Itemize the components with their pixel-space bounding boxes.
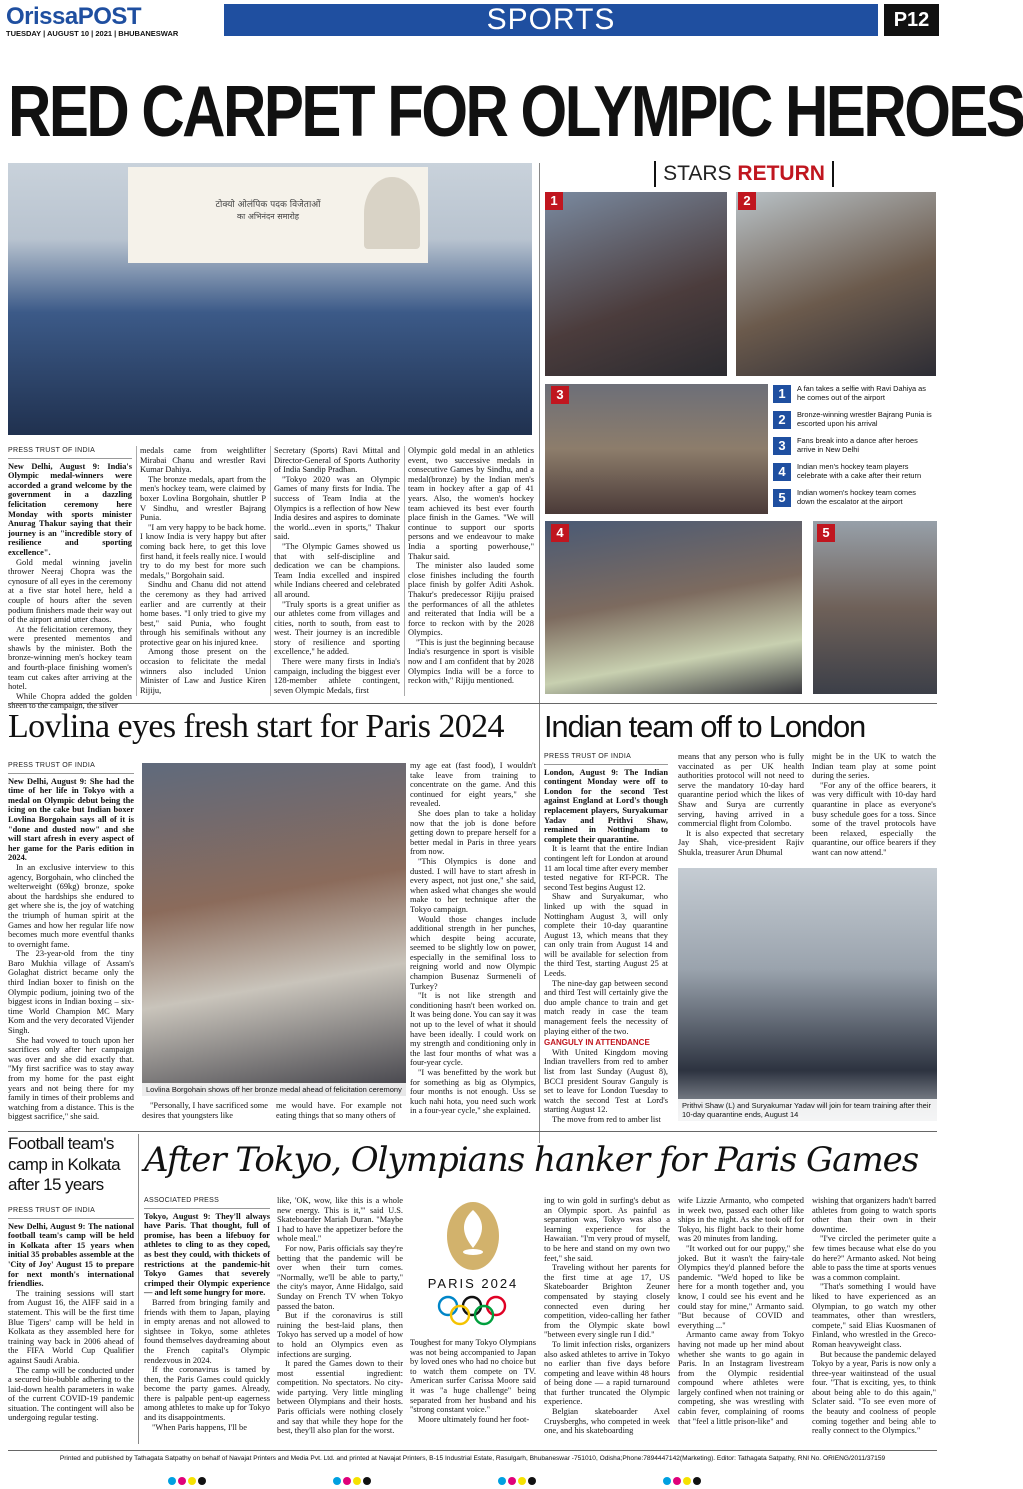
story5-paragraph: But if the coronavirus is still ruining the best-laid plans, then Tokyo has served up a model of how to hold an Olympics even as infections are surging. bbox=[277, 1311, 403, 1359]
story3-paragraph: The move from red to amber list bbox=[552, 1114, 661, 1124]
story3-col-2 bbox=[678, 752, 804, 864]
legend-item bbox=[773, 411, 935, 434]
story1-paragraph: The bronze medals, apart from the men's hockey team, were claimed by boxer Lovlina Borgohain, shuttler P V Sindhu, and wrestler Bajrang Punia. bbox=[140, 474, 266, 523]
story5-paragraph: wishing that organizers hadn't barred athletes from going to watch sports other than their own in their downtime. bbox=[812, 1196, 936, 1234]
stars-return-heading bbox=[654, 161, 834, 187]
page-number: P12 bbox=[884, 4, 939, 36]
lovlina-photo-caption: Lovlina Borgohain shows off her bronze medal ahead of felicitation ceremony bbox=[142, 1083, 406, 1096]
story3-paragraph: It is also expected that secretary Jay Shah, vice-president Rajiv Shukla, treasurer Arun Dhumal bbox=[678, 828, 804, 857]
story2-paragraph: She had vowed to touch upon her sacrifices only after her campaign was over and she did exactly that. "My first sacrifice was to stay away from my home for the past eight years and not being there for my family in times of their problems and watching from a distance. This is the biggest sacrifice," she said. bbox=[8, 1035, 134, 1122]
story2-paragraph: "This Olympics is done and dusted. I will have to start afresh in every aspect, not just one," she said, when asked what changes she would make to her technique after the Tokyo campaign. bbox=[410, 856, 536, 914]
imprint-line: Printed and published by Tathagata Satpathy on behalf of Navajat Printers and Media Pvt. Ltd. and printed at Navajat Printers, B-15 Industrial Estate, Rasulgarh, Bhubaneswar -751010, Odisha;Phone:7894447142(Marketing). Editor: Tathagata Satpathy, RNI No. ORIENG/2011/37159 bbox=[59, 1455, 886, 1462]
banner-line-1: टोक्यो ओलंपिक पदक विजेताओं bbox=[215, 200, 321, 210]
legend-number: 5 bbox=[773, 489, 791, 507]
story2-paragraph: my age eat (fast food), I wouldn't take leave from training to concentrate on the game. And this continued for eight years," she revealed. bbox=[410, 761, 536, 809]
story1-paragraph: The minister also lauded some close finishes including the fourth place finish by golfer Aditi Ashok. Thakur's predecessor Rijiju praised the performances of all the athletes and reiterated that India will be a force to reckon with by the 2028 Olympics. bbox=[408, 561, 534, 638]
stars-legend bbox=[773, 385, 935, 515]
story5-paragraph: wife Lizzie Armanto, who competed in week two, passed each other like ships in the night. As she took off for Tokyo, his flight back to their home was 20 minutes from landing. bbox=[678, 1196, 804, 1244]
paris-flame-emblem bbox=[410, 1196, 536, 1334]
photo-3-number: 3 bbox=[551, 386, 569, 404]
story5-byline: ASSOCIATED PRESS bbox=[144, 1196, 270, 1209]
logo-post: POST bbox=[77, 3, 142, 30]
legend-item bbox=[773, 437, 935, 460]
story2-col-2-bottom bbox=[142, 1101, 268, 1131]
legend-number: 4 bbox=[773, 463, 791, 481]
olympic-rings bbox=[439, 1297, 505, 1324]
logo bbox=[6, 4, 141, 30]
legend-item bbox=[773, 463, 935, 486]
story1-paragraph: While Chopra added the golden sheen to the campaign, the silver bbox=[8, 691, 132, 711]
story2-paragraph: "It is not like strength and conditioning hasn't been worked on. It was being done. You can say it was not up to the level of what it should have been ideally. I could work on my strength and conditioning only in the last four months of what was a four-year cycle. bbox=[410, 991, 536, 1068]
story4-paragraph: The training sessions will start from August 16, the AIFF said in a statement. This will be the first time Blue Tigers' camp will be held in Kolkata as they assembled here for training way back in 2006 ahead of the FIFA World Cup Qualifier against Saudi Arabia. bbox=[8, 1288, 134, 1365]
story1-paragraph: Sindhu and Chanu did not attend the ceremony as they had arrived earlier and are currently at their home bases. "I only tried to give my best," said Punia, who fought through his semifinals without any protective gear on his injured knee. bbox=[140, 580, 266, 647]
story5-col-2 bbox=[277, 1196, 403, 1442]
photo-2 bbox=[736, 192, 936, 376]
story5-paragraph: ing to win gold in surfing's debut as an Olympic sport. As painful as separation was, Tokyo was also a learning experience for the Hawaiian. "I'm very proud of myself, to be here and stand on my own two feet," she said. bbox=[544, 1196, 670, 1263]
banner-line-2: का अभिनंदन समारोह bbox=[236, 212, 300, 221]
story5-paragraph: "It worked out for our puppy," she joked. But it wasn't the fairy-tale Olympics they'd planned before the pandemic. "We'd hoped to like be here for a month together and, you know, I could see his event and he could stay for mine," Armanto said. "But because of COVID and everything ..." bbox=[678, 1243, 804, 1330]
story1-paragraph: "This is just the beginning because India's resurgence in sport is visible now and I am confident that by 2028 Olympics India will be a force to reckon with," Rijiju mentioned. bbox=[408, 637, 534, 686]
story5-paragraph: Traveling without her parents for the first time at age 17, US Skateboarder Brighton Zeuner compensated by staying closely connected even during her competition, video-calling her father from the Olympic skate bowl "between every single run I did." bbox=[544, 1263, 670, 1340]
story5-col-4 bbox=[544, 1196, 670, 1442]
story2-paragraph: me would have. For example not eating things that so many others of bbox=[276, 1101, 402, 1120]
story1-col-3 bbox=[274, 446, 400, 698]
story1-paragraph: Among those present on the occasion to felicitate the medal winners also included Union Minister of Law and Justice Kiren Rijiju, bbox=[140, 647, 266, 695]
story5-paragraph: like, 'OK, wow, like this is a whole new energy. This is it,'" said U.S. Skateboarder Mariah Duran. "Maybe I had to have the appetizer before the whole meal." bbox=[277, 1196, 403, 1244]
legend-item bbox=[773, 385, 935, 408]
photo-4 bbox=[545, 521, 802, 694]
dateline: TUESDAY | AUGUST 10 | 2021 | BHUBANESWAR bbox=[6, 29, 179, 38]
legend-number: 2 bbox=[773, 411, 791, 429]
story2-paragraph: The 23-year-old from the tiny Baro Mukhia village of Assam's Golaghat district became only the third Indian boxer to finish on the Olympic podium, joining two of the biggest icons in Indian boxing – six-time World Champion MC Mary Kom and the very decorated Vijender Singh. bbox=[8, 949, 134, 1036]
legend-text: Bronze-winning wrestler Bajrang Punia is escorted upon his arrival bbox=[797, 410, 932, 428]
story3-col-1 bbox=[544, 752, 668, 1122]
story1-paragraph: At the felicitation ceremony, they were presented mementos and shawls by the minister. Both the bronze-winning men's hockey team and fourth-place finishing women's team cut cakes after arriving at the hotel. bbox=[8, 624, 132, 692]
story3-paragraph: might be in the UK to watch the Indian team play at some point during the series. bbox=[812, 752, 936, 781]
story5-paragraph: "That's something I would have liked to have experienced as an Olympian, to go watch my other teammates, other than wrestlers, compete," said Elias Kuosmanen of Finland, who wrestled in the Greco-Roman heavyweight class. bbox=[812, 1282, 936, 1349]
story5-paragraph: Barred from bringing family and friends with them to Japan, playing in empty arenas and not allowed to sightsee in Tokyo, some athletes found themselves daydreaming about the French capital's Olympic rendezvous in 2024. bbox=[144, 1297, 270, 1365]
story5-paragraph: "I've circled the perimeter quite a few times because what else do you do here?" Armanto asked. Not being able to pass the time at sports venues was a common complaint. bbox=[812, 1234, 936, 1282]
story5-paragraph: If the coronavirus is tamed by then, the Paris Games could quickly become the party games. Already, there is palpable pent-up eagerness among athletes to make up for Tokyo and its disappointments. bbox=[144, 1365, 270, 1423]
photo-1 bbox=[545, 192, 727, 376]
story3-paragraph: The nine-day gap between second and third Test will certainly give the duo ample chance to train and get match ready in case the team management feels the necessity of playing either of the two. bbox=[544, 978, 668, 1036]
legend-text: Indian men's hockey team players celebrate with a cake after their return bbox=[797, 462, 922, 480]
story5-col-1 bbox=[144, 1196, 270, 1442]
story4-headline: Football team's camp in Kolkata after 15 years bbox=[8, 1134, 120, 1194]
story1-paragraph: Secretary (Sports) Ravi Mittal and Director-General of Sports Authority of India Sandip Pradhan. bbox=[274, 446, 400, 475]
story3-paragraph: Shaw and Suryakumar, who linked up with the squad in Nottingham August 3, will only complete their 10-day quarantine August 13, which means that they can only train from August 14 and will be available for selection from the third Test, starting August 25 at Leeds. bbox=[544, 892, 668, 979]
story2-byline: PRESS TRUST OF INDIA bbox=[8, 761, 134, 774]
story4-paragraph: New Delhi, August 9: The national football team's camp will be held in Kolkata after 15 years when initial 35 probables assemble at the 'City of Joy' August 15 to prepare for next month's international friendlies. bbox=[8, 1221, 134, 1289]
story3-subhead: GANGULY IN ATTENDANCE bbox=[544, 1038, 650, 1048]
story5-col-3 bbox=[410, 1338, 536, 1442]
story1-col-2 bbox=[140, 446, 266, 698]
cricket-photo-caption: Prithvi Shaw (L) and Suryakumar Yadav will join for team training after their 10-day quarantine ends, August 14 bbox=[678, 1099, 937, 1121]
photo-4-number: 4 bbox=[551, 524, 569, 542]
story3-paragraph: London, August 9: The Indian contingent Monday were off to London for the second Test against England at Lord's though replacement players, Suryakumar Yadav and Prithvi Shaw, remained in Nottingham to complete their quarantine. bbox=[544, 767, 668, 844]
main-headline: RED CARPET FOR OLYMPIC HEROES bbox=[8, 71, 1023, 152]
story5-paragraph: Toughest for many Tokyo Olympians was not being accompanied to Japan by loved ones who had no choice but to watch them compete on TV. American surfer Carissa Moore said it was "a huge challenge" being separated from her husband and his "strong constant voice." bbox=[410, 1338, 536, 1415]
paris-2024-logo bbox=[410, 1196, 536, 1334]
story3-col-3 bbox=[812, 752, 936, 864]
cricket-photo bbox=[678, 868, 937, 1121]
story1-col-1 bbox=[8, 446, 132, 711]
paris-logo-text: PARIS 2024 bbox=[427, 1276, 519, 1291]
story1-paragraph: New Delhi, August 9: India's Olympic medal-winners were accorded a grand welcome by the government in a dazzling felicitation ceremony here Monday with sports minister Anurag Thakur saying that their journey is an "incredible story of resilience and sporting excellence". bbox=[8, 461, 132, 557]
photo-5-number: 5 bbox=[817, 524, 835, 542]
story3-paragraph: "For any of the office bearers, it was very difficult with 10-day hard quarantine in place as everyone's busy schedule goes for a toss. Since some of the travel protocols have been relaxed, especially the quarantine, our office bearers if they want can now attend." bbox=[812, 780, 936, 857]
story5-paragraph: Tokyo, August 9: They'll always have Paris. That thought, full of promise, has been a lifebuoy for athletes to cling to as they coped, as best they could, with thickets of restrictions at the pandemic-hit Tokyo Games that severely crimped their Olympic experience — and left some hungry for more. bbox=[144, 1211, 270, 1298]
lovlina-photo bbox=[142, 763, 406, 1096]
photo-5 bbox=[813, 521, 937, 694]
story5-paragraph: But because the pandemic delayed Tokyo by a year, Paris is now only a three-year waitinstead of the usual four. "That is exciting, yes, to think about being able to do this again," Sclater said. "To see even more of the beauty and coolness of people coming together and being able to really connect to the Olympics." bbox=[812, 1349, 936, 1436]
story1-paragraph: Olympic gold medal in an athletics event, two successive medals in consecutive Games by Sindhu, and a medal(bronze) by the Indian men's team in hockey after a gap of 41 years. Also, the women's hockey team achieved its best ever fourth place finish in the Games. "We will continue to support our sports persons and we endeavour to make India a sporting powerhouse," Thakur said. bbox=[408, 446, 534, 561]
story1-col-4 bbox=[408, 446, 534, 698]
legend-text: Indian women's hockey team comes down the escalator at the airport bbox=[797, 488, 916, 506]
story2-paragraph: She does plan to take a holiday now that the job is done before getting down to prepare herself for a better medal in Paris in three years from now. bbox=[410, 808, 536, 857]
logo-orissa: Orissa bbox=[6, 3, 78, 30]
story2-col-4 bbox=[410, 761, 536, 1131]
story4-body bbox=[8, 1206, 134, 1442]
legend-text: Fans break into a dance after heroes arrive in New Delhi bbox=[797, 436, 918, 454]
story5-paragraph: Moore ultimately found her foot- bbox=[418, 1414, 530, 1424]
story4-paragraph: The camp will be conducted under a secured bio-bubble adhering to the laid-down health parameters in wake of the current COVID-19 pandemic situation. The contingent will also be undergoing regular testing. bbox=[8, 1365, 134, 1423]
story1-paragraph: Gold medal winning javelin thrower Neeraj Chopra was the cynosure of all eyes in the ceremony at a five star hotel here, held a couple of hours after the seven podium finishers made their way out of the airport amid utter chaos. bbox=[8, 557, 132, 625]
story2-col-3-bottom bbox=[276, 1101, 402, 1131]
story1-paragraph: medals came from weightlifter Mirabai Chanu and wrestler Ravi Kumar Dahiya. bbox=[140, 446, 266, 475]
section-banner bbox=[224, 4, 878, 36]
story3-paragraph: means that any person who is fully vaccinated as per UK health authorities protocol will not need to serve the mandatory 10-day hard quarantine period which the likes of Shaw and Surya are currently serving, having arrived in a commercial flight from Colombo. bbox=[678, 752, 804, 829]
story5-col-5 bbox=[678, 1196, 804, 1442]
story2-paragraph: Would those changes include additional strength in her punches, which despite being accurate, seemed to be slightly low on power, especially in the semifinal loss to reigning world and now Olympic champion Busenaz Surmeneli of Turkey? bbox=[410, 914, 536, 991]
story5-paragraph: To limit infection risks, organizers also asked athletes to arrive in Tokyo no earlier than five days before competing and leave within 48 hours of being done — a rapid turnaround that further truncated the Olympic experience. bbox=[544, 1339, 670, 1407]
photo-1-number: 1 bbox=[545, 192, 563, 210]
legend-item bbox=[773, 489, 935, 512]
story1-paragraph: "I am very happy to be back home. I know India is very happy but after coming back here, to get this love first hand, it feels really nice. I would try to do my best for more such medals," Borgohain said. bbox=[140, 522, 266, 580]
legend-text: A fan takes a selfie with Ravi Dahiya as he comes out of the airport bbox=[797, 384, 926, 402]
story2-paragraph: In an exclusive interview to this agency, Borgohain, who clinched the welterweight (69kg) bronze, spoke about the hardships she endured to get where she is, the joy of watching the triumph of human spirit at the Games and how her regular life now becomes much more eventful thanks to overnight fame. bbox=[8, 862, 134, 949]
story5-paragraph: "When Paris happens, I'll be bbox=[152, 1422, 247, 1432]
legend-number: 3 bbox=[773, 437, 791, 455]
story3-headline: Indian team off to London bbox=[544, 709, 866, 744]
story4-byline: PRESS TRUST OF INDIA bbox=[8, 1206, 134, 1219]
photo-2-number: 2 bbox=[738, 192, 756, 210]
story1-paragraph: There were many firsts in India's campaign, including the biggest ever 128-member athlete contingent, seven Olympic Medals, first bbox=[274, 657, 400, 695]
story2-paragraph: New Delhi, August 9: She had the time of her life in Tokyo with a medal on Olympic debut being the icing on the cake but Indian boxer Lovlina Borgohain says all of it is "done and dusted now" and she will start afresh in every aspect of her game for the Paris edition in 2024. bbox=[8, 776, 134, 863]
story2-headline: Lovlina eyes fresh start for Paris 2024 bbox=[8, 708, 504, 745]
story2-col-1 bbox=[8, 761, 134, 1131]
story3-paragraph: It is learnt that the entire Indian contingent left for London at around 11 am local time after every member tested negative for RT-PCR. The second Test begins August 12. bbox=[544, 844, 668, 892]
story1-paragraph: "Tokyo 2020 was an Olympic Games of many firsts for India. The success of Team India at the Olympics is a reflection of how New India desires and aspires to dominate the world...even in sports," Thakur said. bbox=[274, 474, 400, 542]
section-title: SPORTS bbox=[486, 3, 616, 36]
legend-number: 1 bbox=[773, 385, 791, 403]
story1-paragraph: "Truly sports is a great unifier as our athletes come from villages and cities, north to south, from east to west. Their journey is an incredible story of resilience and sporting excellence," he added. bbox=[274, 599, 400, 657]
felicitation-photo bbox=[8, 163, 532, 435]
story3-byline: PRESS TRUST OF INDIA bbox=[544, 752, 668, 765]
story2-paragraph: "I was benefitted by the work but for something as big as Olympics, four months is not enough. Uss se kuch nahi hota, you need such work in a four-year cycle," she explained. bbox=[410, 1068, 536, 1116]
story5-paragraph: Armanto came away from Tokyo having not made up her mind about whether she wants to go again in Paris. In an Instagram livestream from the Olympic residential compound where athletes were largely confined when not training or competing, she was wrestling with cabin fever, complaining of rooms that "feel a little prison-like" and bbox=[678, 1330, 804, 1426]
stars-label: STARS bbox=[663, 162, 732, 185]
story5-paragraph: It pared the Games down to their most essential ingredient: competition. No spectators. No city-wide partying. Very little mingling between Olympians and their hosts. Paris officials were nothing closely and say that while they hope for the best, they'll also plan for the worst. bbox=[277, 1359, 403, 1436]
story5-col-6 bbox=[812, 1196, 936, 1442]
story5-paragraph: Belgian skateboarder Axel Cruysberghs, who competed in week one, and his skateboarding bbox=[544, 1407, 670, 1436]
story3-paragraph: With United Kingdom moving Indian travellers from red to amber list from last Sunday (August 8), BCCI president Sourav Ganguly is set to leave for London Tuesday to watch the second Test at Lord's starting August 12. bbox=[544, 1047, 668, 1115]
story1-byline: PRESS TRUST OF INDIA bbox=[8, 446, 132, 459]
color-registration-marks bbox=[168, 1470, 788, 1480]
story5-paragraph: For now, Paris officials say they're betting that the pandemic will be over when their turn comes. "Normally, we'll be able to party," the city's mayor, Anne Hidalgo, said Sunday on French TV when Tokyo passed the baton. bbox=[277, 1243, 403, 1311]
ceremony-banner bbox=[128, 167, 428, 263]
return-label: RETURN bbox=[737, 162, 825, 185]
story2-paragraph: "Personally, I have sacrificed some desires that youngsters like bbox=[142, 1101, 268, 1120]
banner-portrait bbox=[364, 177, 420, 249]
photo-3 bbox=[545, 384, 768, 514]
story5-headline: After Tokyo, Olympians hanker for Paris Games bbox=[144, 1140, 919, 1180]
story1-paragraph: "The Olympic Games showed us that with self-discipline and dedication we can be champions. Team India excelled and inspired while Indians cheered and celebrated all around. bbox=[274, 541, 400, 599]
masthead bbox=[6, 4, 939, 38]
